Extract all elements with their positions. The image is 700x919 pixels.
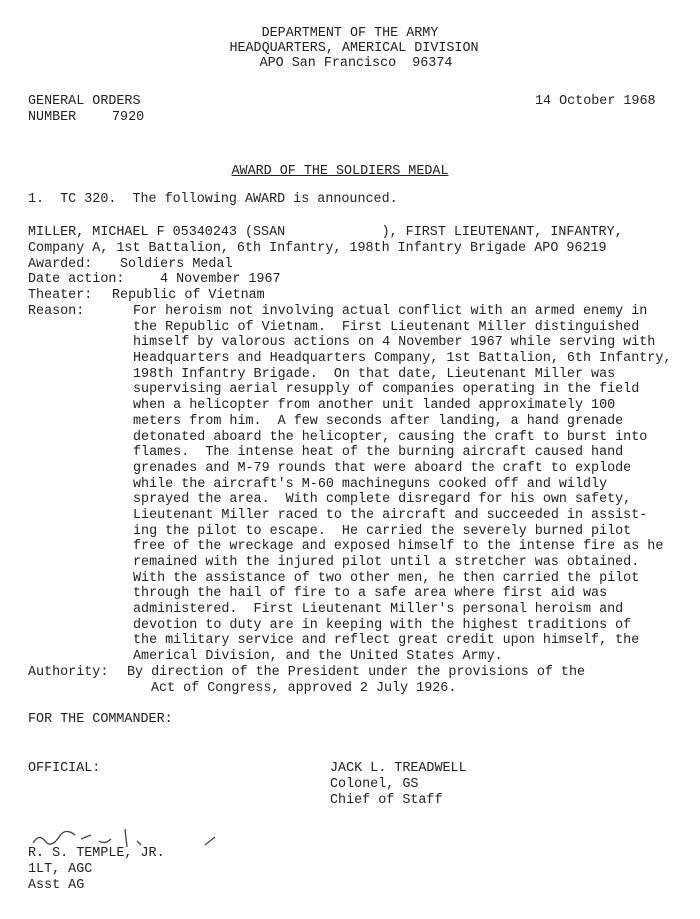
reason-line: meters from him. A few seconds after landing, a hand grenade (133, 413, 624, 429)
authority-line-1: By direction of the President under the provisions of the (127, 665, 586, 680)
awarded-label: Awarded: (28, 257, 93, 272)
date-action-label: Date action: (28, 272, 125, 287)
reason-line: himself by valorous actions on 4 November 1967 while serving with (133, 335, 656, 351)
reason-line: supervising aerial resupply of companies operating in the field (133, 382, 640, 398)
order-date: 14 October 1968 (535, 94, 656, 109)
reason-line: Headquarters and Headquarters Company, 1st Battalion, 6th Infantry, (133, 351, 672, 367)
document-title: AWARD OF THE SOLDIERS MEDAL (231, 164, 449, 179)
reason-line: the Republic of Vietnam. First Lieutenant Miller distinguished (133, 319, 640, 335)
authority-label: Authority: (28, 665, 109, 680)
reason-label: Reason: (28, 304, 85, 319)
recipient-line-1: MILLER, MICHAEL F 05340243 (SSAN ), FIRST LIEUTENANT, INFANTRY, (28, 225, 623, 240)
reason-line: grenades and M-79 rounds that were aboard the craft to explode (133, 460, 632, 476)
reason-line: detonated aboard the helicopter, causing the craft to burst into (133, 429, 648, 445)
reason-line: when a helicopter from another unit landed approximately 100 (133, 398, 616, 414)
reason-line: With the assistance of two other men, he then carried the pilot (133, 570, 640, 586)
reason-line: administered. First Lieutenant Miller's personal heroism and (133, 602, 624, 618)
header-line-1: DEPARTMENT OF THE ARMY (261, 26, 439, 41)
intro-paragraph: 1. TC 320. The following AWARD is announced. (28, 192, 398, 207)
reason-line: the military service and reflect great credit upon himself, the (133, 633, 640, 649)
reason-line: 198th Infantry Brigade. On that date, Lieutenant Miller was (133, 366, 616, 382)
reason-text (133, 304, 671, 665)
reason-line: Americal Division, and the United States Army. (133, 649, 503, 665)
reason-line: while the aircraft's M-60 machineguns cooked off and wildly (133, 476, 608, 492)
reason-line: flames. The intense heat of the burning aircraft caused hand (133, 445, 624, 461)
reason-line: sprayed the area. With complete disregard for his own safety, (133, 492, 632, 508)
reason-line: For heroism not involving actual conflict with an armed enemy in (133, 304, 648, 319)
header-line-3: APO San Francisco 96374 (259, 56, 453, 71)
theater-value: Republic of Vietnam (112, 288, 265, 303)
order-number: 7920 (112, 110, 145, 125)
reason-line: remained with the injured pilot until a stretcher was obtained. (133, 555, 640, 570)
official-name: R. S. TEMPLE, JR. (28, 846, 165, 861)
official-rank: 1LT, AGC (28, 862, 93, 877)
commander-title: Chief of Staff (330, 793, 443, 808)
commander-rank: Colonel, GS (330, 777, 419, 792)
reason-line: through the hail of fire to a safe area where first aid was (133, 586, 608, 602)
official-label: OFFICIAL: (28, 761, 101, 776)
commander-name: JACK L. TREADWELL (330, 761, 467, 776)
general-orders-label: GENERAL ORDERS (28, 94, 141, 109)
for-the-commander: FOR THE COMMANDER: (28, 712, 173, 727)
reason-line: ing the pilot to escape. He carried the severely burned pilot (133, 523, 632, 539)
theater-label: Theater: (28, 288, 93, 303)
reason-line: devotion to duty are in keeping with the highest traditions of (133, 617, 632, 633)
reason-line: Lieutenant Miller raced to the aircraft and succeeded in assist- (133, 507, 648, 523)
reason-line: free of the wreckage and exposed himself to the intense fire as he (133, 539, 664, 555)
authority-line-2: Act of Congress, approved 2 July 1926. (151, 681, 457, 696)
date-action-value: 4 November 1967 (160, 272, 281, 287)
header-line-2: HEADQUARTERS, AMERICAL DIVISION (229, 41, 479, 56)
awarded-value: Soldiers Medal (120, 257, 233, 272)
official-title: Asst AG (28, 878, 85, 893)
number-label: NUMBER (28, 110, 77, 125)
recipient-line-2: Company A, 1st Battalion, 6th Infantry, 198th Infantry Brigade APO 96219 (28, 241, 607, 256)
